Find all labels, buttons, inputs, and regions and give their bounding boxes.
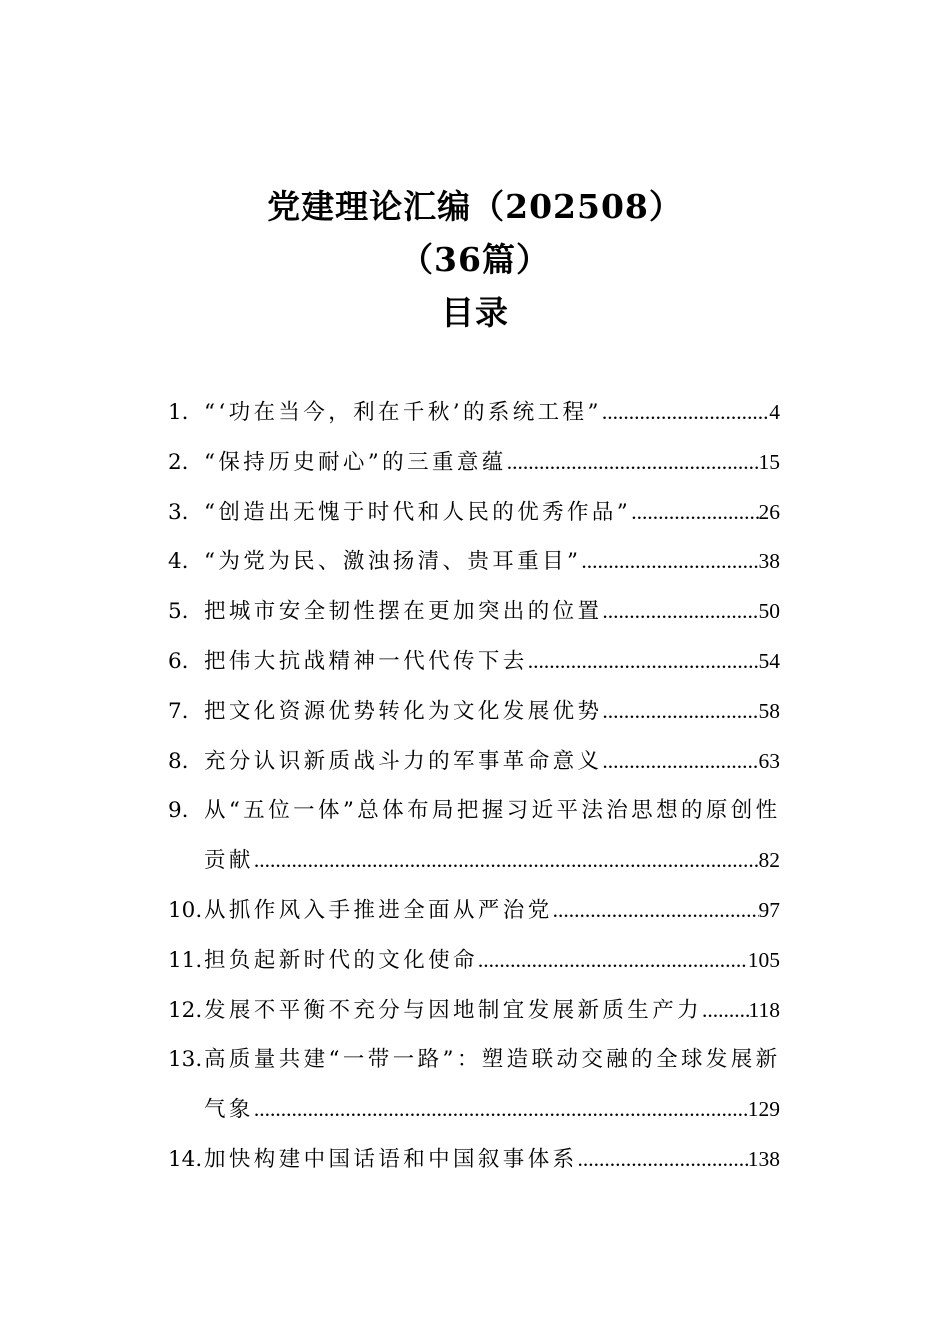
toc-entry-title: 从抓作风入手推进全面从严治党 bbox=[204, 897, 553, 923]
toc-entry-number: 6. bbox=[168, 648, 189, 674]
toc-entry-page: 82 bbox=[758, 848, 780, 873]
toc-entry-number: 2. bbox=[168, 449, 189, 475]
toc-entry-title: 把文化资源优势转化为文化发展优势 bbox=[204, 698, 603, 724]
toc-entry-page: 58 bbox=[758, 698, 780, 723]
toc-entry-3[interactable] bbox=[168, 488, 780, 538]
toc-dot-leader bbox=[602, 587, 758, 637]
toc-dot-leader bbox=[254, 1085, 748, 1135]
toc-entry-2[interactable] bbox=[168, 438, 780, 488]
toc-entry-page: 63 bbox=[758, 748, 780, 773]
toc-entry-13[interactable] bbox=[168, 1035, 780, 1135]
toc-entry-title: 发展不平衡不充分与因地制宜发展新质生产力 bbox=[204, 997, 703, 1023]
toc-entry-7[interactable] bbox=[168, 687, 780, 737]
toc-dot-leader bbox=[254, 836, 759, 886]
toc-entry-title: 加快构建中国话语和中国叙事体系 bbox=[204, 1146, 578, 1172]
toc-entry-title-line2: 贡献 bbox=[204, 848, 254, 874]
toc-entry-page: 97 bbox=[758, 897, 780, 922]
toc-entry-page: 15 bbox=[758, 449, 780, 474]
toc-entry-14[interactable] bbox=[168, 1135, 780, 1185]
toc-entry-title: 担负起新时代的文化使命 bbox=[204, 947, 478, 973]
toc-entry-title: “为党为民、激浊扬清、贵耳重目” bbox=[204, 549, 582, 575]
toc-entry-title: 把城市安全韧性摆在更加突出的位置 bbox=[204, 599, 603, 625]
toc-entry-10[interactable] bbox=[168, 886, 780, 936]
toc-dot-leader bbox=[602, 388, 769, 438]
toc-dot-leader bbox=[581, 537, 758, 587]
toc-dot-leader bbox=[507, 438, 759, 488]
toc-entry-page: 54 bbox=[758, 648, 780, 673]
toc-entry-number: 11. bbox=[168, 947, 203, 973]
toc-entry-number: 3. bbox=[168, 499, 189, 525]
toc-entry-4[interactable] bbox=[168, 537, 780, 587]
toc-entry-title: “创造出无愧于时代和人民的优秀作品” bbox=[204, 499, 632, 525]
toc-entry-page: 38 bbox=[758, 549, 780, 574]
toc-heading: 目录 bbox=[441, 293, 509, 332]
toc-dot-leader bbox=[631, 488, 758, 538]
toc-entry-page: 118 bbox=[748, 997, 780, 1022]
toc-entry-title-line1: 从“五位一体”总体布局把握习近平法治思想的原创性 bbox=[204, 798, 781, 824]
toc-entry-number: 5. bbox=[168, 599, 189, 625]
toc-entry-number: 14. bbox=[168, 1146, 203, 1172]
toc-entry-1[interactable] bbox=[168, 388, 780, 438]
toc-entry-6[interactable] bbox=[168, 637, 780, 687]
toc-entry-12[interactable] bbox=[168, 986, 780, 1036]
toc-entry-page: 138 bbox=[747, 1146, 780, 1171]
toc-entry-number: 7. bbox=[168, 698, 189, 724]
toc-entry-5[interactable] bbox=[168, 587, 780, 637]
toc-entry-number: 8. bbox=[168, 748, 189, 774]
toc-dot-leader bbox=[528, 637, 759, 687]
title-block bbox=[0, 180, 950, 339]
toc-dot-leader bbox=[578, 1135, 748, 1185]
toc-entry-number: 4. bbox=[168, 549, 189, 575]
toc-entry-number: 1. bbox=[168, 400, 189, 425]
toc-entry-title: “‘功在当今，利在千秋’的系统工程” bbox=[204, 400, 602, 425]
toc-entry-title-line2: 气象 bbox=[204, 1097, 254, 1123]
toc-entry-page: 50 bbox=[758, 599, 780, 624]
toc-entry-title: 把伟大抗战精神一代代传下去 bbox=[204, 648, 528, 674]
toc-dot-leader bbox=[478, 936, 748, 986]
toc-entry-title: “保持历史耐心”的三重意蕴 bbox=[204, 449, 507, 475]
document-subtitle-count: （36篇） bbox=[400, 240, 550, 279]
toc-dot-leader bbox=[702, 986, 749, 1036]
toc-entry-number: 12. bbox=[168, 997, 203, 1023]
toc-entry-page: 129 bbox=[747, 1097, 780, 1122]
toc-entry-8[interactable] bbox=[168, 737, 780, 787]
toc-entry-number: 9. bbox=[168, 798, 189, 824]
toc-entry-page: 105 bbox=[747, 947, 780, 972]
toc-dot-leader bbox=[602, 687, 758, 737]
toc-entry-title-line1: 高质量共建“一带一路”：塑造联动交融的全球发展新 bbox=[204, 1047, 781, 1073]
toc-entry-page: 26 bbox=[758, 499, 780, 524]
toc-dot-leader bbox=[553, 886, 759, 936]
table-of-contents bbox=[168, 388, 780, 1185]
toc-entry-page: 4 bbox=[769, 400, 780, 424]
toc-entry-title: 充分认识新质战斗力的军事革命意义 bbox=[204, 748, 603, 774]
toc-entry-9[interactable] bbox=[168, 786, 780, 886]
toc-dot-leader bbox=[602, 737, 758, 787]
toc-entry-number: 10. bbox=[168, 897, 203, 923]
toc-entry-number: 13. bbox=[168, 1047, 203, 1073]
document-title: 党建理论汇编（202508） bbox=[267, 187, 683, 226]
toc-entry-11[interactable] bbox=[168, 936, 780, 986]
